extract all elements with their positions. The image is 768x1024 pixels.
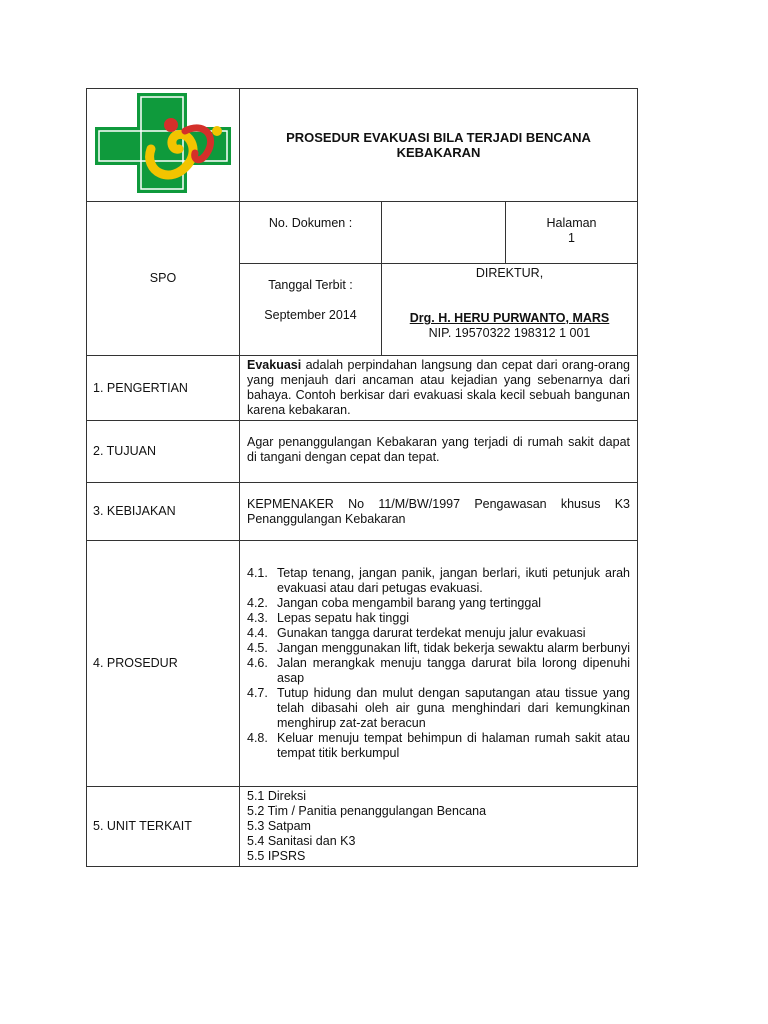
list-item: 4.2. Jangan coba mengambil barang yang tertinggal [247,596,542,610]
direktur-label: DIREKTUR, [475,266,544,280]
list-item: 4.6. Jalan merangkak menuju tangga darurat bila lorong dipenuhi asap [247,656,631,685]
halaman-label: Halaman [546,216,597,230]
prosedur-list-cell [240,541,638,787]
tanggal-value: September 2014 [264,308,357,322]
prosedur-list [247,566,630,761]
unit-terkait-list-cell [240,787,638,867]
tanggal-label: Tanggal Terbit : [268,278,353,292]
tujuan-row [87,421,638,483]
spo-document-table [86,88,638,867]
pengertian-text-cell [240,356,638,421]
kebijakan-label: 3. KEBIJAKAN [87,483,240,541]
kebijakan-text: KEPMENAKER No 11/M/BW/1997 Pengawasan khusus K3 Penanggulangan Kebakaran [240,483,638,541]
pengertian-row [87,356,638,421]
prosedur-row [87,541,638,787]
list-item: 4.5. Jangan menggunakan lift, tidak bekerja sewaktu alarm berbunyi [247,641,630,655]
hospital-logo-icon [93,91,233,195]
doc-number-row [87,202,638,264]
document-title [240,89,638,202]
list-item: 5.2 Tim / Panitia penanggulangan Bencana [247,804,487,818]
list-item: 5.1 Direksi [247,789,307,803]
header-row [87,89,638,202]
no-dokumen-label: No. Dokumen : [268,216,353,230]
list-item: 5.4 Sanitasi dan K3 [247,834,356,848]
title-line-1: PROSEDUR EVAKUASI BILA TERJADI BENCANA [286,130,591,145]
direktur-nip: NIP. 19570322 198312 1 001 [428,326,591,340]
logo-cell [87,89,240,202]
prosedur-label: 4. PROSEDUR [87,541,240,787]
pengertian-label: 1. PENGERTIAN [87,356,240,421]
direktur-name: Drg. H. HERU PURWANTO, MARS [409,311,610,325]
spo-cell [87,202,240,356]
list-item: 5.5 IPSRS [247,849,306,863]
list-item: 4.8. Keluar menuju tempat behimpun di halaman rumah sakit atau tempat titik berkumpul [247,731,631,760]
kebijakan-row [87,483,638,541]
pengertian-text: adalah perpindahan langsung dan cepat dari orang-orang yang menjauh dari ancaman atau kejadian yang sebenarnya dari bahaya. Contoh berkisar dari evakuasi skala kecil sebuah bangunan karena kebakaran. [247,358,631,417]
no-dokumen-value-cell [382,202,506,264]
direktur-cell [382,264,638,356]
tanggal-cell [240,264,382,356]
pengertian-term: Evakuasi [247,358,302,372]
list-item: 5.3 Satpam [247,819,311,833]
no-dokumen-label-cell [240,202,382,264]
list-item: 4.1. Tetap tenang, jangan panik, jangan berlari, ikuti petunjuk arah evakuasi atau dari petugas evakuasi. [247,566,631,595]
spo-label: SPO [149,271,177,285]
unit-terkait-row [87,787,638,867]
halaman-cell [506,202,638,264]
halaman-value: 1 [568,231,575,245]
tujuan-label: 2. TUJUAN [87,421,240,483]
unit-terkait-label: 5. UNIT TERKAIT [87,787,240,867]
list-item: 4.4. Gunakan tangga darurat terdekat menuju jalur evakuasi [247,626,586,640]
title-line-2: KEBAKARAN [396,145,481,160]
list-item: 4.3. Lepas sepatu hak tinggi [247,611,410,625]
list-item: 4.7. Tutup hidung dan mulut dengan saputangan atau tissue yang telah dibasahi oleh air guna menghindari dari kemungkinan menghirup zat-zat beracun [247,686,631,730]
tujuan-text: Agar penanggulangan Kebakaran yang terjadi di rumah sakit dapat di tangani dengan cepat dan tepat. [240,421,638,483]
